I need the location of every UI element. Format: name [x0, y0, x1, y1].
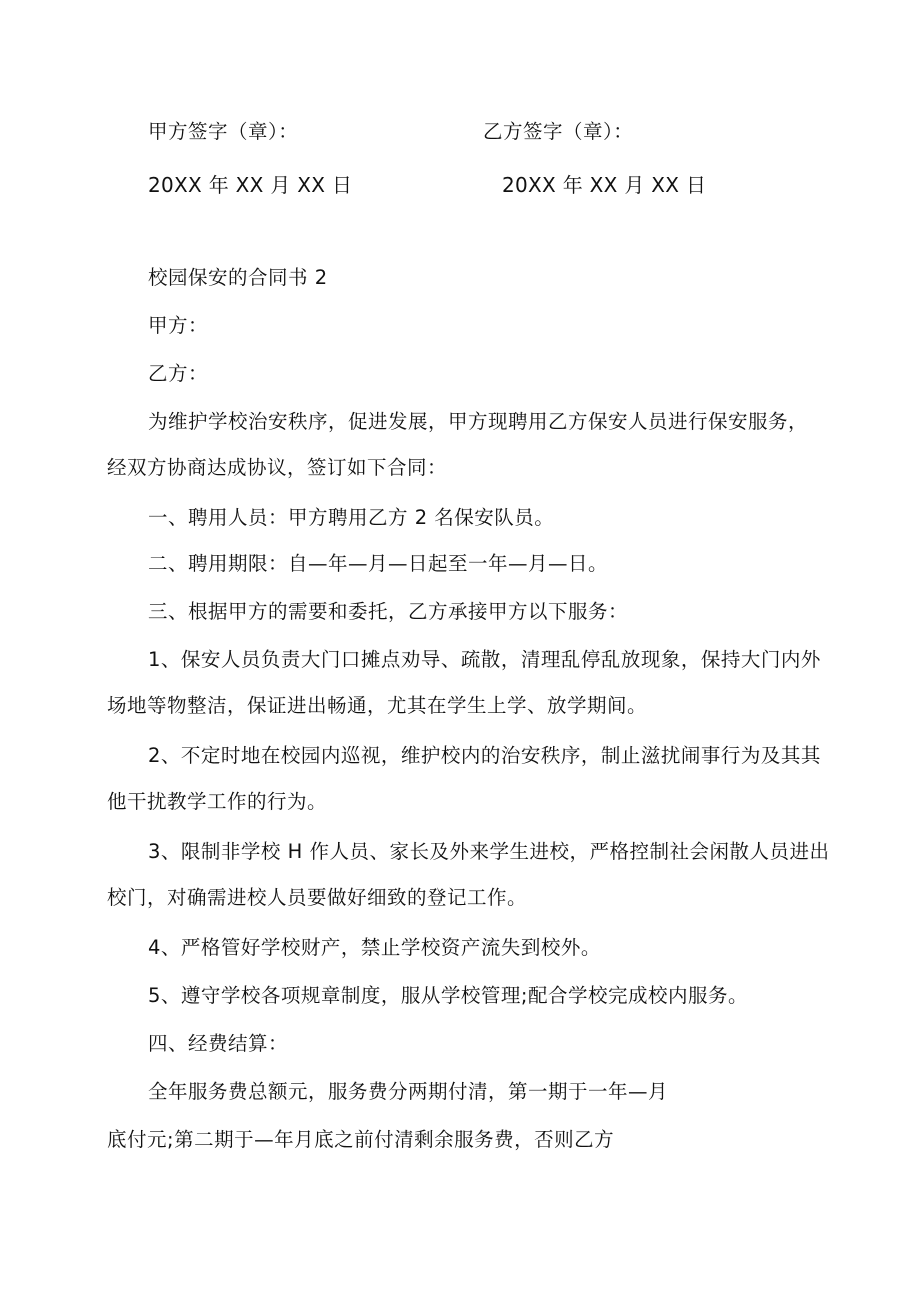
clause-2-term: 二、聘用期限：自—年—月—日起至一年—月—日。: [148, 552, 609, 575]
party-a-date: 20XX 年 XX 月 XX 日: [148, 173, 353, 197]
service-item-1-line-1: 1、保安人员负责大门口摊点劝导、疏散，清理乱停乱放现象，保持大门内外: [148, 648, 821, 671]
payment-paragraph-line-2: 底付元;第二期于—年月底之前付清剩余服务费，否则乙方: [107, 1128, 615, 1151]
clause-4-fees: 四、经费结算：: [148, 1032, 289, 1055]
intro-paragraph-line-2: 经双方协商达成协议，签订如下合同：: [107, 456, 448, 479]
party-a-label: 甲方：: [148, 314, 209, 337]
service-item-2-line-2: 他干扰教学工作的行为。: [107, 790, 328, 813]
service-item-1-line-2: 场地等物整洁，保证进出畅通，尤其在学生上学、放学期间。: [107, 694, 648, 717]
payment-paragraph-line-1: 全年服务费总额元，服务费分两期付清，第一期于一年—月: [148, 1080, 669, 1103]
clause-1-personnel: 一、聘用人员：甲方聘用乙方 2 名保安队员。: [148, 506, 555, 529]
party-b-date: 20XX 年 XX 月 XX 日: [502, 173, 707, 197]
intro-paragraph-line-1: 为维护学校治安秩序，促进发展，甲方现聘用乙方保安人员进行保安服务，: [148, 410, 809, 433]
service-item-5: 5、遵守学校各项规章制度，服从学校管理;配合学校完成校内服务。: [148, 984, 748, 1007]
service-item-4: 4、严格管好学校财产，禁止学校资产流失到校外。: [148, 936, 601, 959]
contract-title: 校园保安的合同书 2: [148, 266, 328, 289]
party-b-label: 乙方：: [148, 362, 209, 385]
service-item-3-line-2: 校门，对确需进校人员要做好细致的登记工作。: [107, 886, 528, 909]
clause-3-services: 三、根据甲方的需要和委托，乙方承接甲方以下服务：: [148, 600, 629, 623]
party-a-signature-label: 甲方签字（章）：: [148, 120, 299, 143]
party-b-signature-label: 乙方签字（章）：: [483, 120, 634, 143]
service-item-2-line-1: 2、不定时地在校园内巡视，维护校内的治安秩序，制止滋扰闹事行为及其其: [148, 744, 821, 767]
service-item-3-line-1: 3、限制非学校 H 作人员、家长及外来学生进校，严格控制社会闲散人员进出: [148, 840, 830, 863]
